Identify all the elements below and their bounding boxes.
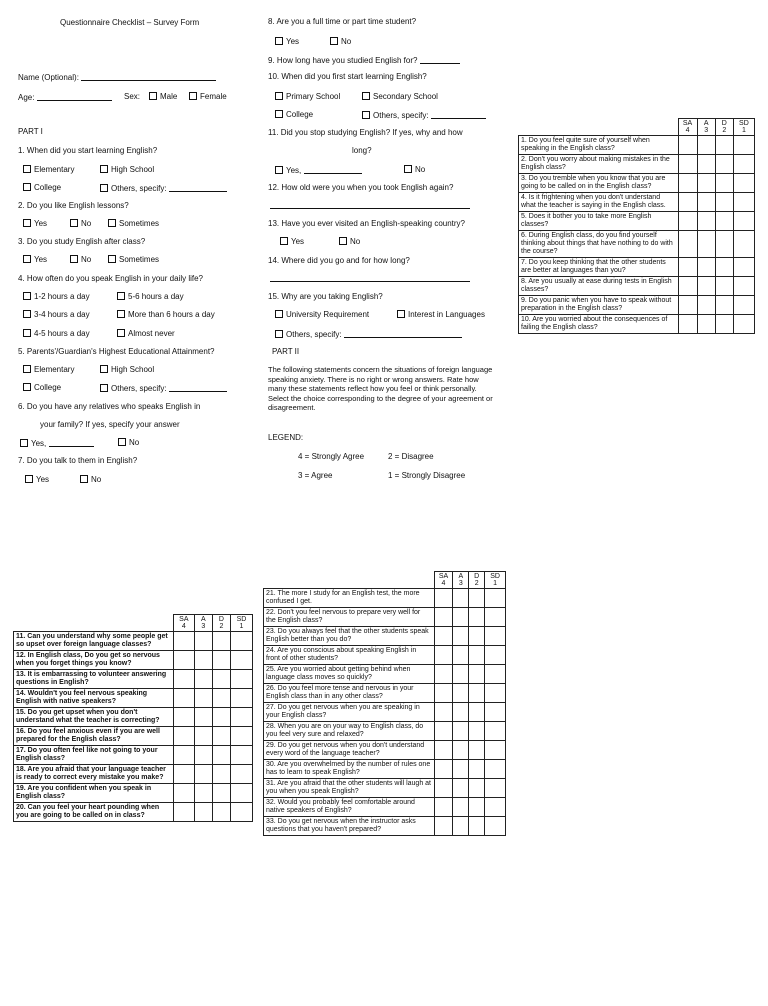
statement-text: 16. Do you feel anxious even if you are well prepared for the English class? bbox=[14, 727, 174, 746]
q10-text: 10. When did you first start learning English? bbox=[268, 72, 427, 81]
q15-text: 15. Why are you taking English? bbox=[268, 292, 383, 301]
q1-option[interactable]: Others, specify: bbox=[100, 183, 227, 194]
q13-option[interactable]: Yes bbox=[280, 237, 304, 247]
statement-text: 26. Do you feel more tense and nervous in your English class than in any other class? bbox=[264, 684, 435, 703]
rating-cell-sd[interactable] bbox=[485, 589, 506, 608]
statement-text: 31. Are you afraid that the other students will laugh at you when you speak English? bbox=[264, 779, 435, 798]
rating-cell-d[interactable] bbox=[715, 231, 733, 258]
statement-row bbox=[14, 727, 253, 746]
statement-row bbox=[519, 258, 755, 277]
rating-cell-sd[interactable] bbox=[733, 155, 754, 174]
rating-cell-d[interactable] bbox=[212, 803, 230, 822]
q15-option[interactable]: University Requirement bbox=[275, 310, 369, 320]
rating-cell-sd[interactable] bbox=[230, 727, 252, 746]
rating-cell-a[interactable] bbox=[453, 760, 469, 779]
rating-cell-sa[interactable] bbox=[678, 193, 697, 212]
header-d: D 2 bbox=[715, 119, 733, 136]
q7-text: 7. Do you talk to them in English? bbox=[18, 456, 138, 465]
statement-text: 17. Do you often feel like not going to your English class? bbox=[14, 746, 174, 765]
rating-cell-a[interactable] bbox=[194, 651, 212, 670]
rating-cell-sd[interactable] bbox=[733, 231, 754, 258]
rating-cell-sd[interactable] bbox=[733, 315, 754, 334]
q15-option[interactable]: Others, specify: bbox=[275, 329, 462, 340]
rating-cell-sd[interactable] bbox=[485, 608, 506, 627]
rating-cell-sd[interactable] bbox=[733, 277, 754, 296]
rating-cell-sd[interactable] bbox=[485, 779, 506, 798]
statement-text: 14. Wouldn't you feel nervous speaking English with native speakers? bbox=[14, 689, 174, 708]
q3-option[interactable]: Sometimes bbox=[108, 255, 159, 265]
header-sd: SD 1 bbox=[230, 615, 252, 632]
q1-text: 1. When did you start learning English? bbox=[18, 146, 158, 155]
rating-cell-sd[interactable] bbox=[230, 765, 252, 784]
header-d: D 2 bbox=[469, 572, 485, 589]
rating-cell-sa[interactable] bbox=[434, 627, 453, 646]
statement-row bbox=[519, 193, 755, 212]
rating-cell-sd[interactable] bbox=[733, 136, 754, 155]
rating-table-3 bbox=[263, 571, 506, 836]
statement-text: 24. Are you conscious about speaking English in front of other students? bbox=[264, 646, 435, 665]
rating-cell-d[interactable] bbox=[469, 684, 485, 703]
statement-row bbox=[264, 760, 506, 779]
rating-cell-sa[interactable] bbox=[173, 670, 194, 689]
header-d: D 2 bbox=[212, 615, 230, 632]
q5-text: 5. Parents'/Guardian's Highest Educational Attainment? bbox=[18, 347, 215, 356]
statement-row bbox=[264, 741, 506, 760]
q2-option[interactable]: No bbox=[70, 219, 91, 229]
female-checkbox[interactable]: Female bbox=[189, 92, 227, 102]
statement-row bbox=[519, 277, 755, 296]
rating-cell-d[interactable] bbox=[212, 765, 230, 784]
header-sa: SA 4 bbox=[173, 615, 194, 632]
q9-text: 9. How long have you studied English for? bbox=[268, 55, 460, 66]
rating-cell-sd[interactable] bbox=[230, 670, 252, 689]
legend-label: LEGEND: bbox=[268, 433, 304, 442]
rating-cell-sa[interactable] bbox=[434, 646, 453, 665]
statement-row bbox=[14, 784, 253, 803]
q10-option[interactable]: Primary School bbox=[275, 92, 340, 102]
statement-row bbox=[264, 722, 506, 741]
statement-text: 29. Do you get nervous when you don't understand every word of the language teacher? bbox=[264, 741, 435, 760]
q13-text: 13. Have you ever visited an English-speaking country? bbox=[268, 219, 465, 228]
q3-text: 3. Do you study English after class? bbox=[18, 237, 146, 246]
q14-answer-line[interactable] bbox=[270, 281, 470, 282]
rating-cell-d[interactable] bbox=[469, 798, 485, 817]
statement-row bbox=[264, 703, 506, 722]
q5-option[interactable]: High School bbox=[100, 365, 154, 375]
rating-cell-d[interactable] bbox=[212, 727, 230, 746]
rating-cell-a[interactable] bbox=[453, 665, 469, 684]
rating-cell-sa[interactable] bbox=[434, 760, 453, 779]
statement-row bbox=[14, 632, 253, 651]
q4-option[interactable]: 4-5 hours a day bbox=[23, 329, 90, 339]
q12-answer-line[interactable] bbox=[270, 208, 470, 209]
q11-text-cont: long? bbox=[352, 146, 372, 155]
rating-cell-sa[interactable] bbox=[678, 258, 697, 277]
q7-option[interactable]: Yes bbox=[25, 475, 49, 485]
statement-text: 9. Do you panic when you have to speak without preparation in the English class? bbox=[519, 296, 679, 315]
rating-cell-a[interactable] bbox=[194, 689, 212, 708]
legend-item: 1 = Strongly Disagree bbox=[388, 471, 466, 480]
rating-cell-d[interactable] bbox=[469, 779, 485, 798]
statement-text: 7. Do you keep thinking that the other students are better at languages than you? bbox=[519, 258, 679, 277]
rating-cell-sa[interactable] bbox=[678, 174, 697, 193]
statement-text: 10. Are you worried about the consequences of failing the English class? bbox=[519, 315, 679, 334]
sex-label: Sex: bbox=[124, 92, 141, 101]
rating-cell-sd[interactable] bbox=[230, 632, 252, 651]
q1-option[interactable]: High School bbox=[100, 165, 154, 175]
header-sd: SD 1 bbox=[485, 572, 506, 589]
q2-option[interactable]: Sometimes bbox=[108, 219, 159, 229]
legend-item: 3 = Agree bbox=[298, 471, 333, 480]
legend-item: 4 = Strongly Agree bbox=[298, 452, 365, 461]
statement-text: 28. When you are on your way to English class, do you feel very sure and relaxed? bbox=[264, 722, 435, 741]
rating-cell-a[interactable] bbox=[453, 798, 469, 817]
q12-text: 12. How old were you when you took English again? bbox=[268, 183, 454, 192]
rating-cell-sa[interactable] bbox=[434, 665, 453, 684]
rating-cell-a[interactable] bbox=[697, 155, 715, 174]
rating-cell-sa[interactable] bbox=[434, 703, 453, 722]
rating-cell-a[interactable] bbox=[453, 779, 469, 798]
part2-heading: PART II bbox=[272, 347, 300, 356]
rating-cell-a[interactable] bbox=[194, 708, 212, 727]
statement-row bbox=[264, 684, 506, 703]
statement-row bbox=[519, 315, 755, 334]
statement-row bbox=[519, 174, 755, 193]
q4-option[interactable]: 5-6 hours a day bbox=[117, 292, 184, 302]
q15-option[interactable]: Interest in Languages bbox=[397, 310, 485, 320]
q7-option[interactable]: No bbox=[80, 475, 101, 485]
rating-cell-a[interactable] bbox=[453, 589, 469, 608]
statement-text: 20. Can you feel your heart pounding when you are going to be called on in class? bbox=[14, 803, 174, 822]
statement-row bbox=[519, 231, 755, 258]
q11-option[interactable]: Yes, bbox=[275, 165, 362, 176]
rating-cell-a[interactable] bbox=[194, 746, 212, 765]
statement-row bbox=[264, 589, 506, 608]
rating-cell-sa[interactable] bbox=[434, 741, 453, 760]
statement-text: 2. Don't you worry about making mistakes in the English class? bbox=[519, 155, 679, 174]
rating-cell-sa[interactable] bbox=[434, 817, 453, 836]
statement-text: 15. Do you get upset when you don't understand what the teacher is correcting? bbox=[14, 708, 174, 727]
age-label: Age: bbox=[18, 92, 112, 103]
rating-cell-sa[interactable] bbox=[434, 779, 453, 798]
rating-cell-d[interactable] bbox=[469, 760, 485, 779]
form-title: Questionnaire Checklist – Survey Form bbox=[60, 18, 200, 27]
rating-cell-a[interactable] bbox=[697, 258, 715, 277]
q2-option[interactable]: Yes bbox=[23, 219, 47, 229]
q1-option[interactable]: College bbox=[23, 183, 61, 193]
rating-cell-sa[interactable] bbox=[678, 315, 697, 334]
rating-cell-d[interactable] bbox=[212, 632, 230, 651]
rating-cell-a[interactable] bbox=[697, 231, 715, 258]
rating-cell-sd[interactable] bbox=[485, 722, 506, 741]
statement-text: 19. Are you confident when you speak in English class? bbox=[14, 784, 174, 803]
rating-cell-a[interactable] bbox=[194, 765, 212, 784]
rating-cell-a[interactable] bbox=[697, 193, 715, 212]
rating-cell-sd[interactable] bbox=[485, 646, 506, 665]
q4-option[interactable]: 3-4 hours a day bbox=[23, 310, 90, 320]
statement-text: 12. In English class, Do you get so nervous when you forget things you know? bbox=[14, 651, 174, 670]
rating-cell-d[interactable] bbox=[212, 651, 230, 670]
rating-table-1 bbox=[518, 118, 755, 334]
rating-cell-sd[interactable] bbox=[733, 193, 754, 212]
rating-cell-a[interactable] bbox=[697, 277, 715, 296]
rating-cell-a[interactable] bbox=[697, 136, 715, 155]
rating-cell-sa[interactable] bbox=[173, 765, 194, 784]
statement-text: 13. It is embarrassing to volunteer answering questions in English? bbox=[14, 670, 174, 689]
rating-cell-sd[interactable] bbox=[485, 627, 506, 646]
rating-cell-d[interactable] bbox=[469, 627, 485, 646]
statement-row bbox=[264, 798, 506, 817]
rating-table-2 bbox=[13, 614, 253, 822]
q10-option[interactable]: Others, specify: bbox=[362, 110, 486, 121]
rating-cell-sa[interactable] bbox=[678, 296, 697, 315]
rating-cell-sa[interactable] bbox=[678, 277, 697, 296]
rating-cell-a[interactable] bbox=[453, 684, 469, 703]
rating-cell-sa[interactable] bbox=[173, 632, 194, 651]
rating-cell-a[interactable] bbox=[194, 727, 212, 746]
header-sa: SA 4 bbox=[678, 119, 697, 136]
statement-row bbox=[519, 155, 755, 174]
rating-cell-d[interactable] bbox=[212, 670, 230, 689]
rating-cell-sa[interactable] bbox=[678, 155, 697, 174]
statement-row bbox=[519, 296, 755, 315]
statement-text: 11. Can you understand why some people get so upset over foreign language classes? bbox=[14, 632, 174, 651]
rating-cell-sa[interactable] bbox=[173, 746, 194, 765]
header-a: A 3 bbox=[453, 572, 469, 589]
statement-row bbox=[14, 651, 253, 670]
rating-cell-sd[interactable] bbox=[733, 174, 754, 193]
statement-text: 6. During English class, do you find yourself thinking about things that have nothing to do with the course? bbox=[519, 231, 679, 258]
part2-instructions: The following statements concern the situations of foreign language speaking anxiety. There is no right or wrong answers. Rate how many these statements reflect how you feel or think personally. Select the choice corresponding to the degree of your agreement or disagreement. bbox=[268, 365, 493, 412]
rating-cell-a[interactable] bbox=[453, 722, 469, 741]
q8-option[interactable]: Yes bbox=[275, 37, 299, 47]
statement-text: 4. Is it frightening when you don't understand what the teacher is saying in the English class. bbox=[519, 193, 679, 212]
rating-cell-sd[interactable] bbox=[485, 817, 506, 836]
q6-text-cont: your family? If yes, specify your answer bbox=[40, 420, 180, 429]
rating-cell-a[interactable] bbox=[697, 315, 715, 334]
rating-cell-sa[interactable] bbox=[678, 136, 697, 155]
q6-option[interactable]: Yes, bbox=[20, 438, 94, 449]
rating-cell-d[interactable] bbox=[469, 722, 485, 741]
statement-text: 32. Would you probably feel comfortable around native speakers of English? bbox=[264, 798, 435, 817]
statement-row bbox=[14, 670, 253, 689]
rating-cell-a[interactable] bbox=[697, 296, 715, 315]
rating-cell-sa[interactable] bbox=[434, 589, 453, 608]
q4-text: 4. How often do you speak English in your daily life? bbox=[18, 274, 203, 283]
rating-cell-a[interactable] bbox=[194, 803, 212, 822]
statement-text: 30. Are you overwhelmed by the number of rules one has to learn to speak English? bbox=[264, 760, 435, 779]
statement-text: 5. Does it bother you to take more English classes? bbox=[519, 212, 679, 231]
rating-cell-sa[interactable] bbox=[434, 798, 453, 817]
q11-text: 11. Did you stop studying English? If yes, why and how bbox=[268, 128, 463, 137]
rating-cell-a[interactable] bbox=[453, 817, 469, 836]
rating-cell-sa[interactable] bbox=[173, 651, 194, 670]
rating-cell-a[interactable] bbox=[453, 608, 469, 627]
q8-text: 8. Are you a full time or part time student? bbox=[268, 17, 417, 26]
statement-row bbox=[264, 627, 506, 646]
rating-cell-sa[interactable] bbox=[173, 708, 194, 727]
header-a: A 3 bbox=[194, 615, 212, 632]
statement-row bbox=[264, 779, 506, 798]
rating-cell-sa[interactable] bbox=[434, 722, 453, 741]
statement-text: 8. Are you usually at ease during tests in English classes? bbox=[519, 277, 679, 296]
q3-option[interactable]: Yes bbox=[23, 255, 47, 265]
statement-text: 22. Don't you feel nervous to prepare very well for the English class? bbox=[264, 608, 435, 627]
rating-cell-d[interactable] bbox=[469, 741, 485, 760]
rating-cell-sd[interactable] bbox=[230, 708, 252, 727]
rating-cell-d[interactable] bbox=[715, 296, 733, 315]
q8-option[interactable]: No bbox=[330, 37, 351, 47]
rating-cell-d[interactable] bbox=[212, 689, 230, 708]
rating-cell-d[interactable] bbox=[715, 193, 733, 212]
rating-cell-d[interactable] bbox=[469, 817, 485, 836]
header-sd: SD 1 bbox=[733, 119, 754, 136]
header-sa: SA 4 bbox=[434, 572, 453, 589]
statement-text: 27. Do you get nervous when you are speaking in your English class? bbox=[264, 703, 435, 722]
rating-cell-sd[interactable] bbox=[485, 741, 506, 760]
legend-item: 2 = Disagree bbox=[388, 452, 434, 461]
statement-row bbox=[14, 746, 253, 765]
q14-text: 14. Where did you go and for how long? bbox=[268, 256, 410, 265]
rating-cell-d[interactable] bbox=[469, 608, 485, 627]
rating-cell-sd[interactable] bbox=[733, 258, 754, 277]
rating-cell-sd[interactable] bbox=[485, 665, 506, 684]
rating-cell-sd[interactable] bbox=[733, 296, 754, 315]
rating-cell-sd[interactable] bbox=[485, 684, 506, 703]
rating-cell-sa[interactable] bbox=[678, 212, 697, 231]
rating-cell-d[interactable] bbox=[469, 665, 485, 684]
statement-row bbox=[519, 136, 755, 155]
q5-option[interactable]: Others, specify: bbox=[100, 383, 227, 394]
male-checkbox[interactable]: Male bbox=[149, 92, 177, 102]
rating-cell-d[interactable] bbox=[212, 708, 230, 727]
statement-text: 21. The more I study for an English test, the more confused I get. bbox=[264, 589, 435, 608]
rating-cell-a[interactable] bbox=[194, 670, 212, 689]
q6-option[interactable]: No bbox=[118, 438, 139, 448]
rating-cell-sd[interactable] bbox=[230, 651, 252, 670]
statement-row bbox=[264, 646, 506, 665]
rating-cell-a[interactable] bbox=[453, 627, 469, 646]
q10-option[interactable]: College bbox=[275, 110, 313, 120]
rating-cell-a[interactable] bbox=[194, 632, 212, 651]
rating-cell-d[interactable] bbox=[715, 258, 733, 277]
rating-cell-a[interactable] bbox=[453, 741, 469, 760]
part1-heading: PART I bbox=[18, 127, 43, 136]
header-a: A 3 bbox=[697, 119, 715, 136]
rating-cell-sa[interactable] bbox=[434, 684, 453, 703]
rating-cell-sd[interactable] bbox=[485, 760, 506, 779]
q11-option[interactable]: No bbox=[404, 165, 425, 175]
rating-cell-sa[interactable] bbox=[678, 231, 697, 258]
rating-cell-sa[interactable] bbox=[173, 727, 194, 746]
statement-row bbox=[264, 608, 506, 627]
rating-cell-sd[interactable] bbox=[230, 803, 252, 822]
rating-cell-d[interactable] bbox=[212, 746, 230, 765]
rating-cell-d[interactable] bbox=[469, 589, 485, 608]
statement-row bbox=[14, 689, 253, 708]
rating-cell-d[interactable] bbox=[715, 155, 733, 174]
rating-cell-a[interactable] bbox=[697, 174, 715, 193]
rating-cell-a[interactable] bbox=[697, 212, 715, 231]
rating-cell-d[interactable] bbox=[469, 703, 485, 722]
statement-row bbox=[264, 665, 506, 684]
statement-text: 3. Do you tremble when you know that you are going to be called on in the English class? bbox=[519, 174, 679, 193]
rating-cell-sd[interactable] bbox=[230, 689, 252, 708]
rating-cell-sa[interactable] bbox=[434, 608, 453, 627]
q4-option[interactable]: Almost never bbox=[117, 329, 175, 339]
rating-cell-d[interactable] bbox=[715, 174, 733, 193]
statement-row bbox=[14, 708, 253, 727]
name-label: Name (Optional): bbox=[18, 72, 216, 83]
age-field[interactable] bbox=[37, 92, 112, 101]
statement-text: 23. Do you always feel that the other students speak English better than you do? bbox=[264, 627, 435, 646]
rating-cell-d[interactable] bbox=[715, 277, 733, 296]
q4-option[interactable]: 1-2 hours a day bbox=[23, 292, 90, 302]
q5-option[interactable]: College bbox=[23, 383, 61, 393]
rating-cell-a[interactable] bbox=[194, 784, 212, 803]
q3-option[interactable]: No bbox=[70, 255, 91, 265]
q10-option[interactable]: Secondary School bbox=[362, 92, 438, 102]
rating-cell-sa[interactable] bbox=[173, 803, 194, 822]
rating-cell-sd[interactable] bbox=[485, 703, 506, 722]
statement-row bbox=[14, 803, 253, 822]
q1-option[interactable]: Elementary bbox=[23, 165, 74, 175]
rating-cell-sd[interactable] bbox=[485, 798, 506, 817]
q6-text: 6. Do you have any relatives who speaks English in bbox=[18, 402, 201, 411]
rating-cell-sa[interactable] bbox=[173, 784, 194, 803]
q2-text: 2. Do you like English lessons? bbox=[18, 201, 129, 210]
rating-cell-d[interactable] bbox=[212, 784, 230, 803]
rating-cell-sd[interactable] bbox=[230, 784, 252, 803]
q4-option[interactable]: More than 6 hours a day bbox=[117, 310, 215, 320]
statement-row bbox=[519, 212, 755, 231]
statement-text: 25. Are you worried about getting behind when language class moves so quickly? bbox=[264, 665, 435, 684]
rating-cell-d[interactable] bbox=[715, 212, 733, 231]
statement-row bbox=[14, 765, 253, 784]
rating-cell-sd[interactable] bbox=[733, 212, 754, 231]
rating-cell-d[interactable] bbox=[715, 136, 733, 155]
q5-option[interactable]: Elementary bbox=[23, 365, 74, 375]
q13-option[interactable]: No bbox=[339, 237, 360, 247]
statement-text: 1. Do you feel quite sure of yourself when speaking in the English class? bbox=[519, 136, 679, 155]
statement-text: 18. Are you afraid that your language teacher is ready to correct every mistake you make? bbox=[14, 765, 174, 784]
statement-text: 33. Do you get nervous when the instructor asks questions that you haven't prepared? bbox=[264, 817, 435, 836]
rating-cell-a[interactable] bbox=[453, 646, 469, 665]
rating-cell-d[interactable] bbox=[469, 646, 485, 665]
rating-cell-sa[interactable] bbox=[173, 689, 194, 708]
name-field[interactable] bbox=[81, 72, 216, 81]
rating-cell-sd[interactable] bbox=[230, 746, 252, 765]
statement-row bbox=[264, 817, 506, 836]
rating-cell-a[interactable] bbox=[453, 703, 469, 722]
rating-cell-d[interactable] bbox=[715, 315, 733, 334]
